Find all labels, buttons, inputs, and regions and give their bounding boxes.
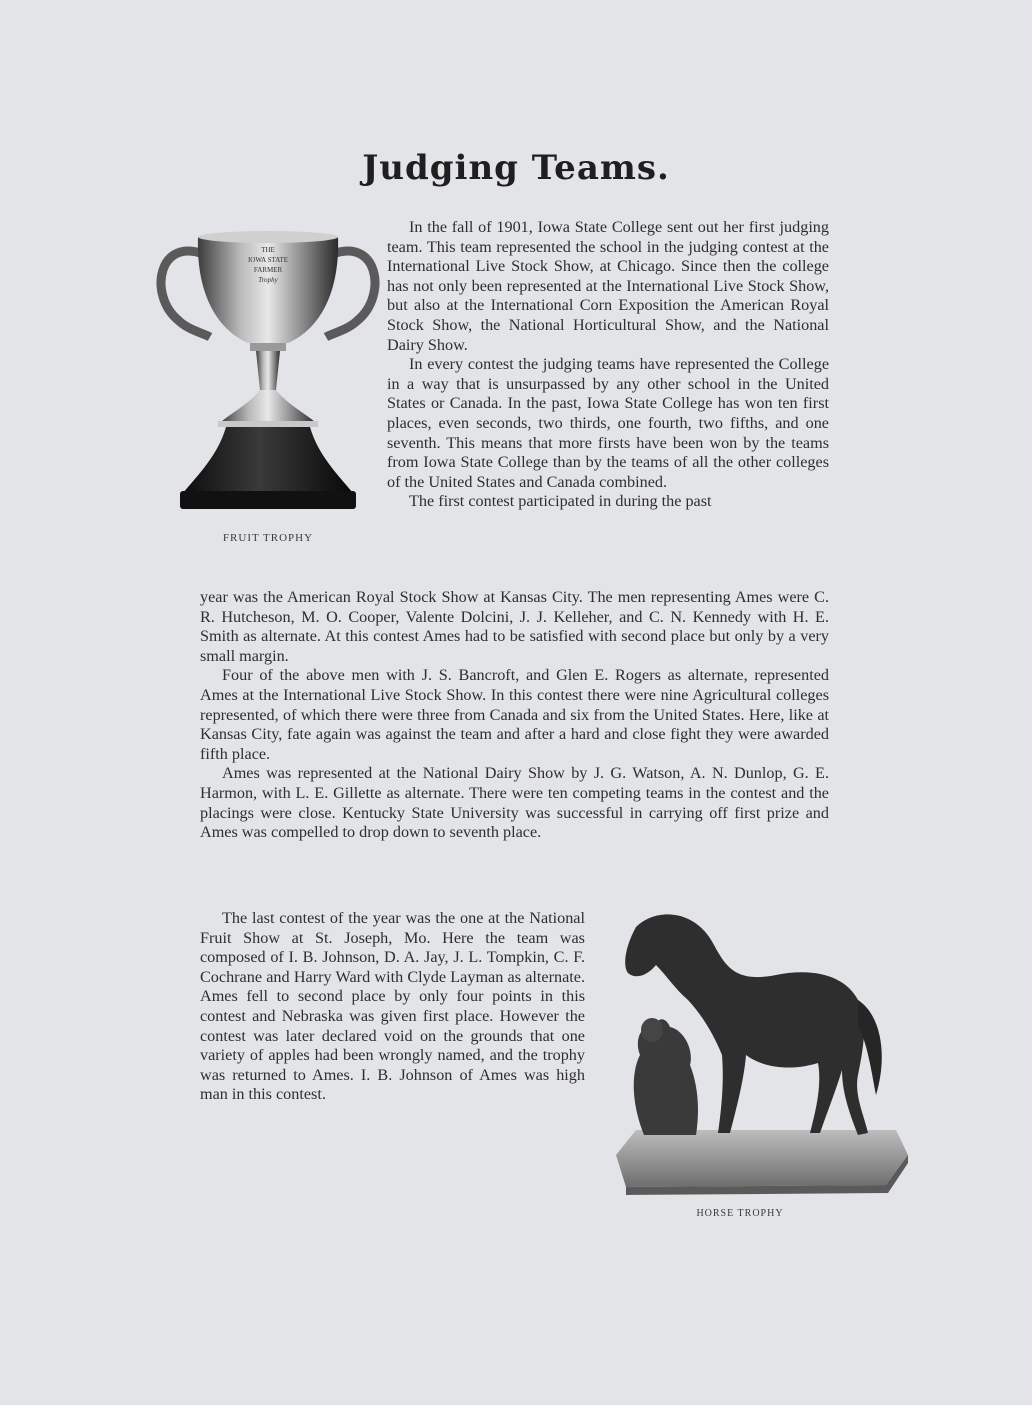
cup-base [183,427,353,493]
text-block-top [387,218,829,512]
cup-foot [220,390,316,423]
cup-engraving-4: Trophy [258,276,278,284]
page-title: Judging Teams. [362,148,670,188]
paragraph-3-start: The first contest participated in during the past [409,492,712,511]
horse-base [616,1130,908,1187]
horse-trophy-caption: HORSE TROPHY [696,1208,784,1219]
text-block-middle [200,588,829,843]
cup-engraving-2: IOWA STATE [247,256,289,264]
fruit-trophy-photo [148,225,388,525]
text-block-bottom [200,909,585,1105]
paragraph-4: Four of the above men with J. S. Bancroft, and Glen E. Rogers as alternate, represented Ames at the International Live Stock Show. In this contest there were nine Agricultural colleges represented, of which there were three from Canada and six from the United States. Here, like at Kansas City, fate again was against the team and after a hard and close fight they were awarded fifth place. [200,666,829,763]
cup-engraving-3: FARMER [253,266,283,274]
paragraph-5: Ames was represented at the National Dairy Show by J. G. Watson, A. N. Dunlop, G. E. Harmon, with L. E. Gillette as alternate. There were ten competing teams in the contest and the placings were close. Kentucky State University was successful in carrying off first prize and Ames was compelled to drop down to seventh place. [200,764,829,842]
fruit-trophy-caption: FRUIT TROPHY [222,532,314,544]
horse-trophy-photo [596,905,918,1195]
paragraph-3-continued: year was the American Royal Stock Show at Kansas City. The men representing Ames were C. R. Hutcheson, M. O. Cooper, Valente Dolcini, J. J. Kelleher, and C. N. Kennedy with H. E. Smith as alternate. At this contest Ames had to be satisfied with second place but only by a very small margin. [200,588,829,665]
paragraph-6: The last contest of the year was the one at the National Fruit Show at St. Joseph, Mo. Here the team was composed of I. B. Johnson, D. A. Jay, J. L. Tompkin, C. F. Cochrane and Harry Ward with Clyde Layman as alternate. Ames fell to second place by only four points in this contest and Nebraska was given first place. However the contest was later declared void on the grounds that one variety of apples had been wrongly named, and the trophy was returned to Ames. I. B. Johnson of Ames was high man in this contest. [200,909,585,1104]
cup-stem [256,351,280,390]
cup-engraving-1: THE [261,246,275,254]
paragraph-2: In every contest the judging teams have represented the College in a way that is unsurpassed by any other school in the United States or Canada. In the past, Iowa State College has won ten first places, even seconds, two thirds, one fourth, two fifths, and one seventh. This means that more firsts have been won by the teams from Iowa State College than by the teams of all the other colleges of the United States and Canada combined. [387,355,829,491]
paragraph-1: In the fall of 1901, Iowa State College sent out her first judging team. This team represented the school in the judging contest at the International Live Stock Show, at Chicago. Since then the college has not only been represented at the International Live Stock Show, but also at the International Corn Exposition the American Royal Stock Show, the National Horticultural Show, and the National Dairy Show. [387,218,829,354]
